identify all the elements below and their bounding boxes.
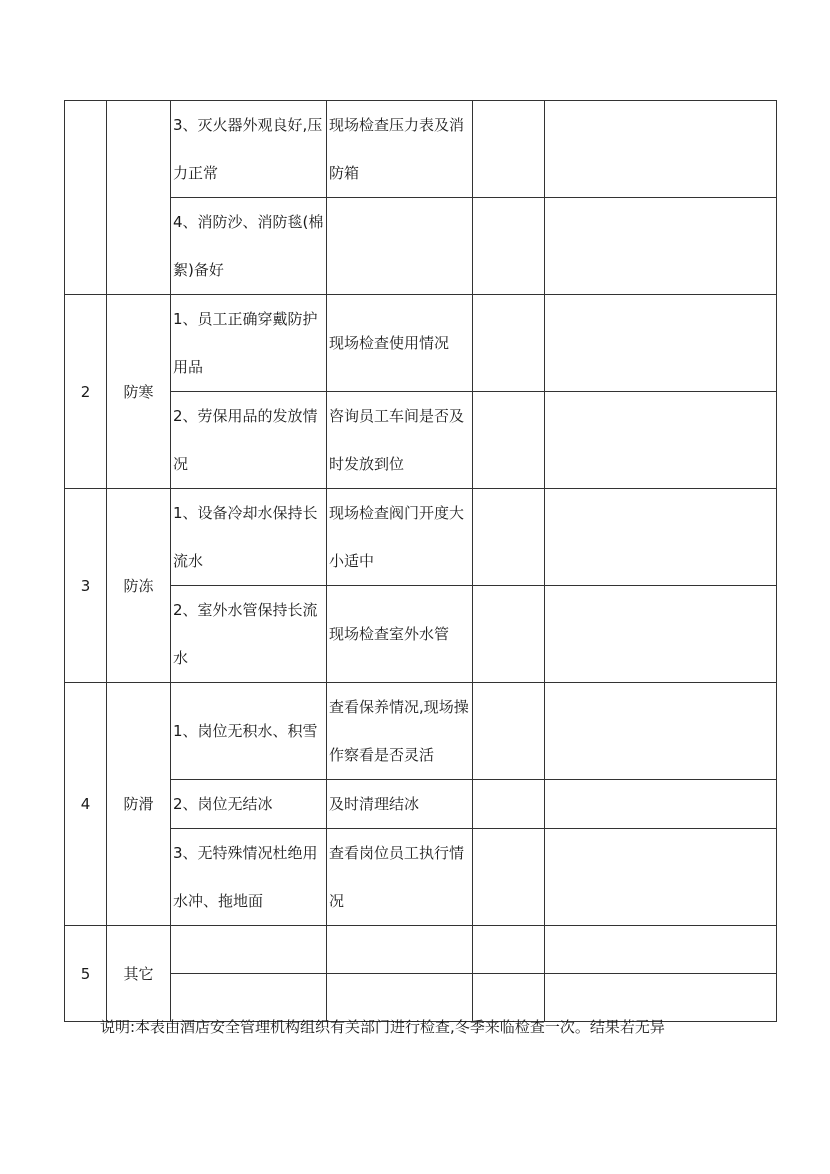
item-cell: 2、岗位无结冰 <box>171 780 327 829</box>
method-cell: 及时清理结冰 <box>327 780 473 829</box>
result-cell <box>473 926 545 974</box>
method-cell <box>327 198 473 295</box>
remark-cell <box>545 780 777 829</box>
item-cell: 1、员工正确穿戴防护用品 <box>171 295 327 392</box>
method-cell <box>327 926 473 974</box>
category-cell: 防滑 <box>107 683 171 926</box>
item-cell: 2、劳保用品的发放情况 <box>171 392 327 489</box>
table-row <box>65 586 777 683</box>
result-cell <box>473 489 545 586</box>
method-cell: 咨询员工车间是否及时发放到位 <box>327 392 473 489</box>
item-cell: 3、无特殊情况杜绝用水冲、拖地面 <box>171 829 327 926</box>
remark-cell <box>545 295 777 392</box>
remark-cell <box>545 392 777 489</box>
remark-cell <box>545 198 777 295</box>
number-cell: 5 <box>65 926 107 1022</box>
result-cell <box>473 586 545 683</box>
item-cell <box>171 974 327 1022</box>
method-cell: 查看岗位员工执行情况 <box>327 829 473 926</box>
remark-cell <box>545 926 777 974</box>
remark-cell <box>545 829 777 926</box>
result-cell <box>473 683 545 780</box>
inspection-table <box>64 100 777 1022</box>
table-row <box>65 392 777 489</box>
number-cell: 3 <box>65 489 107 683</box>
item-cell: 1、岗位无积水、积雪 <box>171 683 327 780</box>
table-row <box>65 683 777 780</box>
remark-cell <box>545 101 777 198</box>
table-row <box>65 198 777 295</box>
item-cell: 4、消防沙、消防毯(棉絮)备好 <box>171 198 327 295</box>
number-cell <box>65 101 107 295</box>
table-row <box>65 101 777 198</box>
table-row <box>65 489 777 586</box>
result-cell <box>473 974 545 1022</box>
number-cell: 2 <box>65 295 107 489</box>
method-cell: 现场检查室外水管 <box>327 586 473 683</box>
table-row <box>65 829 777 926</box>
footnote: 说明:本表由酒店安全管理机构组织有关部门进行检查,冬季来临检查一次。结果若无异 <box>100 1018 665 1036</box>
table-row <box>65 974 777 1022</box>
category-cell <box>107 101 171 295</box>
remark-cell <box>545 489 777 586</box>
method-cell <box>327 974 473 1022</box>
item-cell: 1、设备冷却水保持长流水 <box>171 489 327 586</box>
category-cell: 防寒 <box>107 295 171 489</box>
category-cell: 其它 <box>107 926 171 1022</box>
result-cell <box>473 829 545 926</box>
remark-cell <box>545 586 777 683</box>
item-cell <box>171 926 327 974</box>
method-cell: 现场检查压力表及消防箱 <box>327 101 473 198</box>
result-cell <box>473 101 545 198</box>
category-cell: 防冻 <box>107 489 171 683</box>
method-cell: 现场检查阀门开度大小适中 <box>327 489 473 586</box>
item-cell: 3、灭火器外观良好,压力正常 <box>171 101 327 198</box>
result-cell <box>473 780 545 829</box>
table-row <box>65 295 777 392</box>
table-row <box>65 926 777 974</box>
table-row <box>65 780 777 829</box>
result-cell <box>473 198 545 295</box>
remark-cell <box>545 683 777 780</box>
method-cell: 查看保养情况,现场操作察看是否灵活 <box>327 683 473 780</box>
result-cell <box>473 295 545 392</box>
remark-cell <box>545 974 777 1022</box>
number-cell: 4 <box>65 683 107 926</box>
method-cell: 现场检查使用情况 <box>327 295 473 392</box>
item-cell: 2、室外水管保持长流水 <box>171 586 327 683</box>
result-cell <box>473 392 545 489</box>
